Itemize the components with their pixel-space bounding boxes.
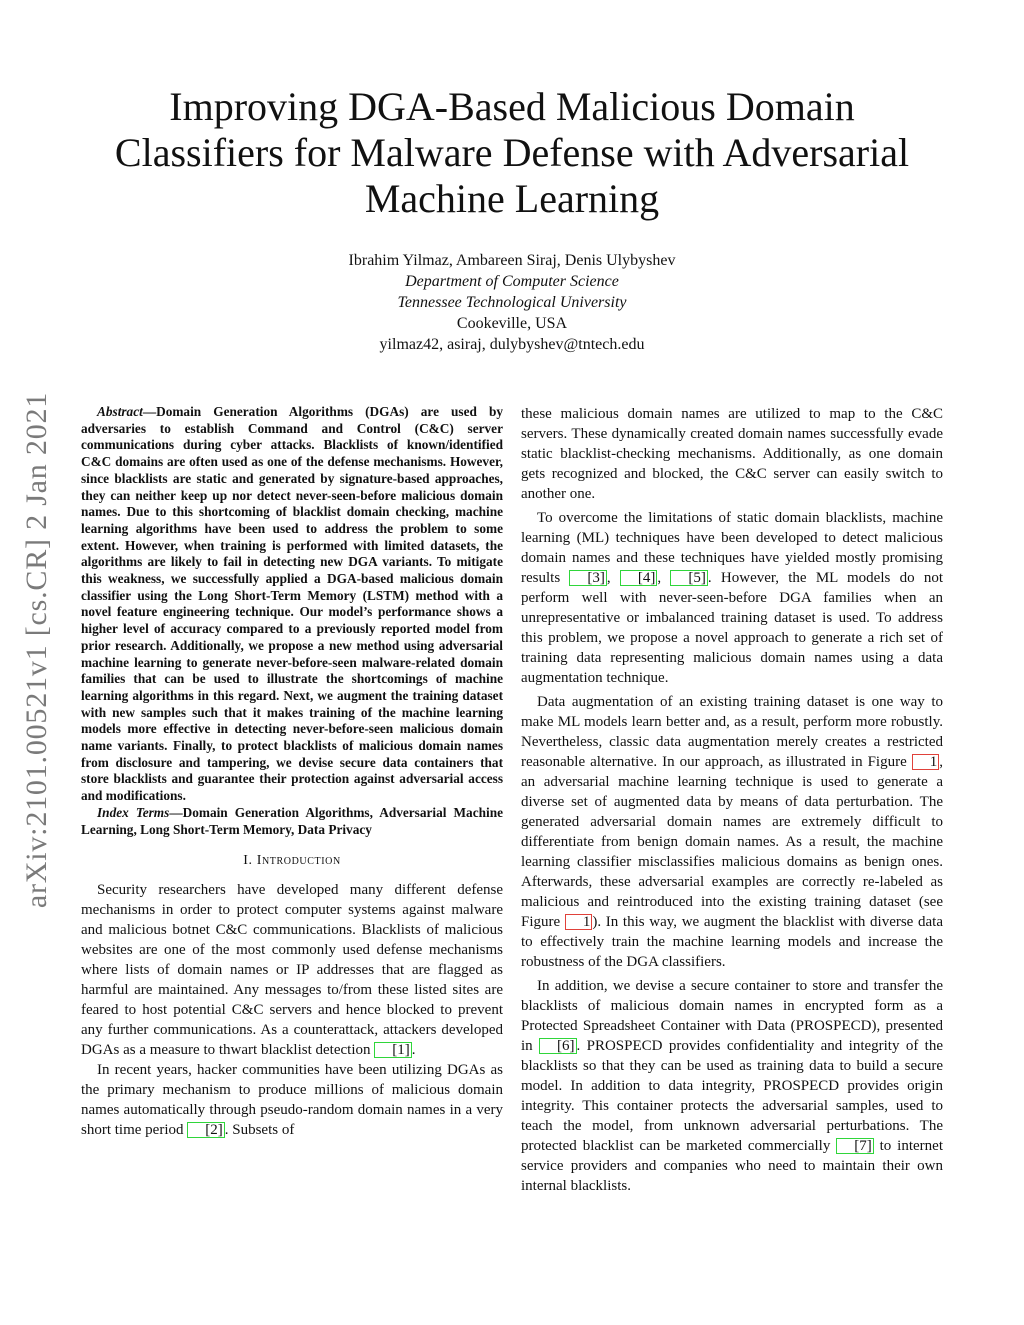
paragraph-text: . (411, 1042, 416, 1059)
paragraph-text: In addition, we devise a secure container to store and transfer the blacklists of malicious domain names in encrypted form as a Protected Spreadsheet Container with Data (PROSPECD), presented in (521, 978, 943, 1054)
citation-link[interactable]: [5] (670, 570, 708, 586)
figure-reference-link[interactable]: 1 (565, 914, 593, 930)
author-emails: yilmaz42, asiraj, dulybyshev@tntech.edu (379, 336, 645, 353)
section-heading (81, 852, 503, 870)
author-university: Tennessee Technological University (397, 294, 627, 311)
paragraph (521, 976, 943, 1196)
citation-link[interactable]: [6] (539, 1038, 577, 1054)
title-line: Machine Learning (364, 176, 660, 221)
citation-link[interactable]: [2] (187, 1122, 225, 1138)
citation-link[interactable]: [4] (620, 570, 658, 586)
section-numeral: I. (243, 853, 257, 869)
paragraph-text: these malicious domain names are utilized to map to the C&C servers. These dynamically created domain names successfully evade static blacklist-checking mechanisms. Additionally, as one domain gets recognized and blocked, the C&C server can easily switch to another one. (521, 406, 943, 502)
paragraph-text: Security researchers have developed many different defense mechanisms in order to protect computer systems against malware and malicious botnet C&C communications. Blacklists of malicious websites are one of the most commonly used defense mechanisms where lists of domain names or IP addresses that are flagged as harmful are maintained. Any messages to/from these listed sites are feared to host potential C&C servers and hence blocked to prevent any further communications. As a counterattack, attackers developed DGAs as a measure to thwart blacklist detection (81, 882, 503, 1059)
paragraph-text: In recent years, hacker communities have been utilizing DGAs as the primary mechanism to produce millions of malicious domain names automatically through pseudo-random domain names in a very short time period (81, 1062, 503, 1139)
left-column (81, 404, 503, 1140)
paragraph (521, 508, 943, 688)
index-terms (81, 805, 503, 838)
index-terms-label: Index Terms (97, 804, 170, 820)
index-terms-text: —Domain Generation Algorithms, Adversarial Machine Learning, Long Short-Term Memory, Data Privacy (81, 804, 503, 837)
paragraph-text: to internet service providers and companies who need to maintain their own internal blacklists. (521, 1138, 943, 1194)
paragraph-text: . However, the ML models do not perform well with never-seen-before DGA families when an unrepresentative or imbalanced training dataset is used. To address this problem, we propose a novel approach to generate a rich set of training data representing malicious domain names using a data augmentation technique. (521, 570, 943, 686)
paragraph-text: To overcome the limitations of static domain blacklists, machine learning (ML) techniques have been developed to detect malicious domain names and these techniques have yielded mostly promising results (521, 510, 943, 586)
title-line: Classifiers for Malware Defense with Adversarial (114, 130, 910, 175)
paragraph-text: ). In this way, we augment the blacklist with diverse data to effectively train the machine learning models and increase the robustness of the DGA classifiers. (521, 914, 943, 970)
paragraph (521, 404, 943, 504)
separator: , (657, 570, 671, 586)
abstract (81, 404, 503, 805)
citation-link[interactable]: [3] (569, 570, 607, 586)
paragraph-text: . Subsets of (224, 1122, 295, 1139)
author-department: Department of Computer Science (405, 273, 619, 290)
paragraph (81, 1060, 503, 1140)
abstract-text: —Domain Generation Algorithms (DGAs) are used by adversaries to establish Command and Control (C&C) server communications during cyber attacks. Blacklists of known/identified C&C domains are often used as one of the defense mechanisms. However, since blacklists are static and generated by signature-based approaches, they can neither keep up nor detect never-seen-before malicious domain names. Due to this shortcoming of blacklist domain checking, machine learning algorithms have been used to address the problem to some extent. However, when training is performed with limited datasets, the algorithms are likely to fail in detecting new DGA variants. To mitigate this weakness, we successfully applied a DGA-based malicious domain classifier using the Long Short-Term Memory (LSTM) method with a novel feature engineering technique. Our model’s performance shows a higher level of accuracy compared to a previously reported model from prior research. Additionally, we propose a new method using adversarial machine learning to generate never-before-seen malware-related domain families that can be used to illustrate the shortcomings of machine learning algorithms in this regard. Next, we augment the training dataset with new samples such that it makes training of the machine learning models more effective in detecting never-before-seen malicious domain name variants. Finally, to protect blacklists of malicious domain names from disclosure and tampering, we devise secure data containers that store blacklists and guarantee their protection against adversarial access and modifications. (81, 404, 503, 804)
separator: , (606, 570, 620, 586)
right-column (521, 404, 943, 1196)
author-names: Ibrahim Yilmaz, Ambareen Siraj, Denis Ulybyshev (348, 252, 676, 269)
section-name: Introduction (256, 853, 341, 869)
paragraph-text: , an adversarial machine learning technique is used to generate a diverse set of augmented data by means of data perturbation. The generated adversarial domain names are extremely difficult to differentiate from benign domain names. As a result, the machine learning classifier misclassifies malicious domains as benign ones. Afterwards, these adversarial examples are correctly re-labeled as malicious and reintroduced into the existing training dataset (see Figure (521, 754, 943, 930)
title-line: Improving DGA-Based Malicious Domain (169, 84, 855, 129)
paragraph-text: Data augmentation of an existing training dataset is one way to make ML models learn better and, as a result, perform more robustly. Nevertheless, classic data augmentation merely creates a restricted reasonable alternative. In our approach, as illustrated in Figure (521, 694, 943, 770)
figure-reference-link[interactable]: 1 (912, 754, 940, 770)
abstract-label: Abstract (97, 404, 143, 419)
author-block (200, 250, 824, 355)
author-location: Cookeville, USA (456, 315, 568, 332)
paragraph-text: . PROSPECD provides confidentiality and integrity of the blacklists so that they can be used as training data to build a secure model. In addition to data integrity, PROSPECD provides origin integrity. This container protects the adversarial samples, used to teach the model, from unknown adversarial perturbations. The protected blacklist can be marketed commercially (521, 1038, 943, 1154)
paragraph (81, 880, 503, 1060)
citation-link[interactable]: [7] (836, 1138, 874, 1154)
arxiv-identifier[interactable]: arXiv:2101.00521v1 [cs.CR] 2 Jan 2021 (20, 391, 53, 909)
paper-title (80, 84, 944, 222)
citation-link[interactable]: [1] (374, 1042, 412, 1058)
paragraph (521, 692, 943, 972)
